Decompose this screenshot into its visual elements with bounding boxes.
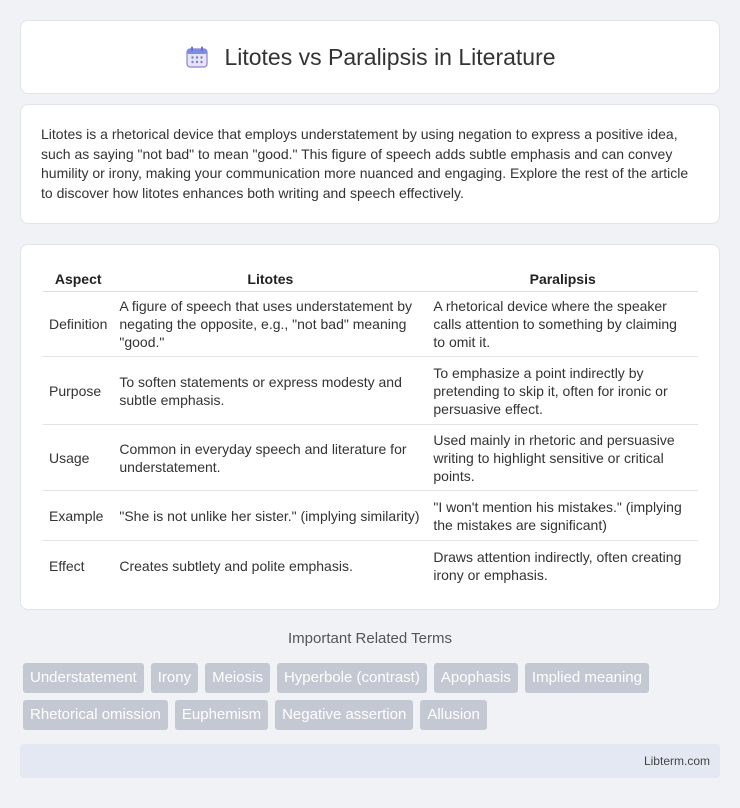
row-aspect: Usage [43, 425, 113, 491]
header-litotes: Litotes [113, 267, 427, 292]
title-wrap [184, 44, 555, 71]
table-row [43, 491, 698, 541]
row-paralipsis: Draws attention indirectly, often creating irony or emphasis. [433, 548, 682, 583]
tag-understatement[interactable]: Understatement [23, 663, 144, 693]
intro-text: Litotes is a rhetorical device that employs understatement by using negation to express a positive idea, such as saying "not bad" to mean "good." This figure of speech adds subtle emphasis and can convey humility or irony, making your communication more nuanced and engaging. Explore the rest of the article to discover how litotes enhances both writing and speech effectively. [41, 126, 689, 201]
related-terms-heading: Important Related Terms [288, 630, 452, 647]
row-paralipsis: "I won't mention his mistakes." (implying the mistakes are significant) [427, 491, 698, 541]
row-paralipsis: A rhetorical device where the speaker calls attention to something by claiming to omit it. [427, 292, 698, 357]
calendar-icon [184, 44, 210, 70]
intro-card [20, 104, 720, 224]
tag-meiosis[interactable]: Meiosis [205, 663, 270, 693]
header-card [20, 20, 720, 94]
page-title: Litotes vs Paralipsis in Literature [224, 43, 556, 70]
tag-irony[interactable]: Irony [151, 663, 198, 693]
tag-allusion[interactable]: Allusion [420, 700, 487, 730]
row-paralipsis: Used mainly in rhetoric and persuasive writing to highlight sensitive or critical points. [427, 425, 698, 491]
table-row [43, 425, 698, 491]
row-litotes: Common in everyday speech and literature for understatement. [113, 425, 427, 491]
related-terms-section [0, 630, 740, 647]
table-row [43, 357, 698, 425]
tag-rhetorical-omission[interactable]: Rhetorical omission [23, 700, 168, 730]
table-row [43, 541, 698, 591]
comparison-table [43, 267, 698, 591]
footer [20, 744, 720, 778]
tag-hyperbole[interactable]: Hyperbole (contrast) [277, 663, 427, 693]
tag-implied-meaning[interactable]: Implied meaning [525, 663, 649, 693]
row-aspect: Definition [43, 292, 113, 357]
row-litotes: To soften statements or express modesty and subtle emphasis. [113, 357, 427, 425]
row-aspect: Example [43, 491, 113, 541]
table-row [43, 292, 698, 357]
row-litotes: A figure of speech that uses understatement by negating the opposite, e.g., "not bad" meaning "good." [113, 292, 427, 357]
row-aspect: Effect [49, 557, 85, 574]
tag-negative-assertion[interactable]: Negative assertion [275, 700, 413, 730]
row-litotes: Creates subtlety and polite emphasis. [119, 557, 353, 574]
header-aspect: Aspect [43, 267, 113, 292]
row-paralipsis: To emphasize a point indirectly by pretending to skip it, often for ironic or persuasive effect. [427, 357, 698, 425]
footer-link[interactable]: Libterm.com [643, 754, 710, 768]
table-header-row [43, 267, 698, 292]
tag-apophasis[interactable]: Apophasis [434, 663, 518, 693]
row-litotes: "She is not unlike her sister." (implying similarity) [113, 491, 427, 541]
related-tags [23, 663, 723, 730]
tag-euphemism[interactable]: Euphemism [175, 700, 268, 730]
comparison-table-card [20, 244, 720, 610]
row-aspect: Purpose [43, 357, 113, 425]
header-paralipsis: Paralipsis [427, 267, 698, 292]
